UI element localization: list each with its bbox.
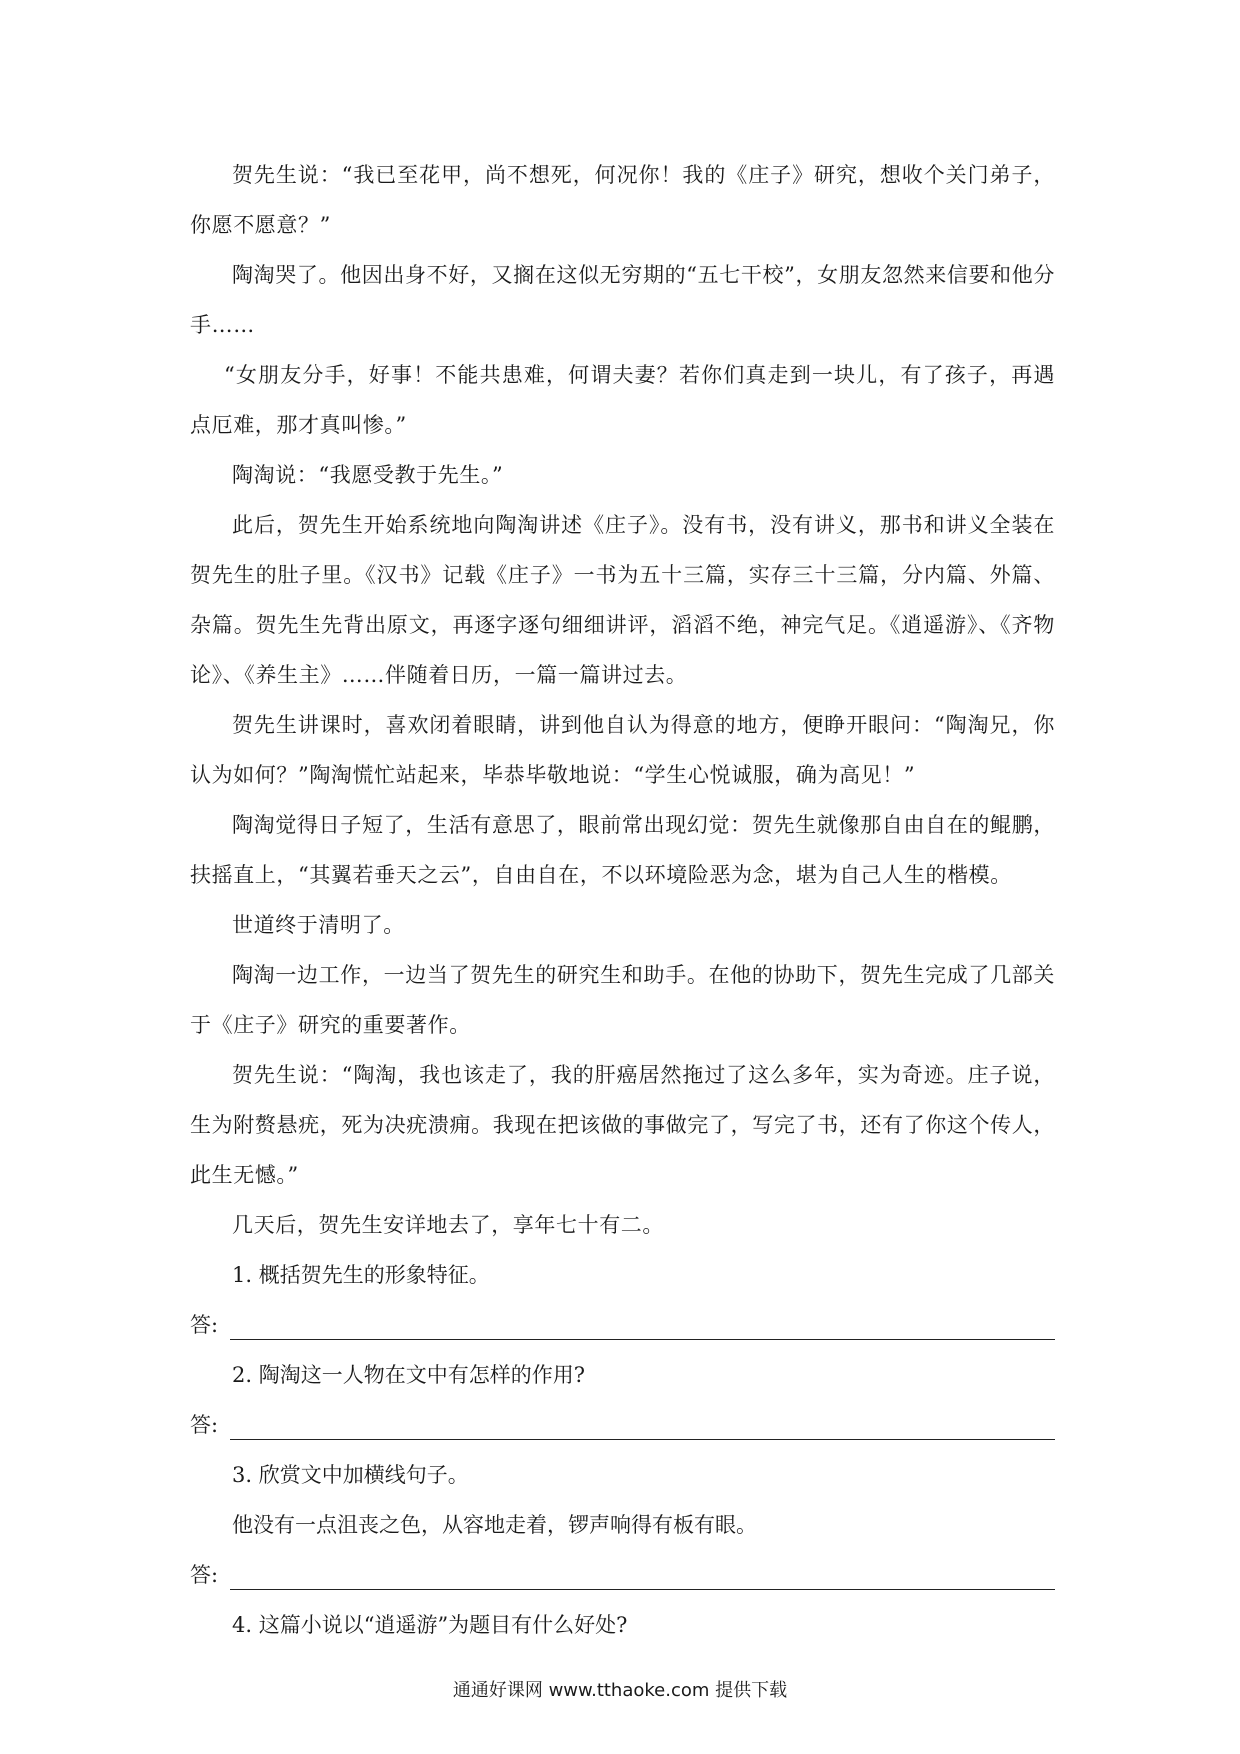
answer-line-1	[230, 1305, 1055, 1340]
question-1: 1. 概括贺先生的形象特征。	[232, 1263, 490, 1287]
paragraph: 此后，贺先生开始系统地向陶淘讲述《庄子》。没有书，没有讲义，那书和讲义全装在贺先生的肚子里。《汉书》记载《庄子》一书为五十三篇，实存三十三篇，分内篇、外篇、杂篇。贺先生先背出原文，再逐字逐句细细讲评，滔滔不绝，神完气足。《逍遥游》、《齐物论》、《养生主》……伴随着日历，一篇一篇讲过去。	[190, 513, 1055, 687]
question-3-sentence: 他没有一点沮丧之色，从容地走着，锣声响得有板有眼。	[232, 1513, 757, 1537]
paragraph: 贺先生讲课时，喜欢闭着眼睛，讲到他自认为得意的地方，便睁开眼问：“陶淘兄，你认为如何？”陶淘慌忙站起来，毕恭毕敬地说：“学生心悦诚服，确为高见！”	[190, 713, 1055, 787]
paragraph: 陶淘觉得日子短了，生活有意思了，眼前常出现幻觉：贺先生就像那自由自在的鲲鹏，扶摇直上，“其翼若垂天之云”，自由自在，不以环境险恶为念，堪为自己人生的楷模。	[190, 813, 1055, 887]
article-body	[190, 150, 1055, 1650]
answer-label: 答:	[190, 1413, 219, 1437]
paragraph: 陶淘哭了。他因出身不好，又搁在这似无穷期的“五七干校”，女朋友忽然来信要和他分手……	[190, 263, 1055, 337]
question-2: 2. 陶淘这一人物在文中有怎样的作用?	[232, 1363, 585, 1387]
answer-row-3	[190, 1550, 1055, 1600]
paragraph: 世道终于清明了。	[232, 913, 405, 937]
answer-row-2	[190, 1400, 1055, 1450]
paragraph: 贺先生说：“陶淘，我也该走了，我的肝癌居然拖过了这么多年，实为奇迹。庄子说，生为附赘悬疣，死为决疣溃痈。我现在把该做的事做完了，写完了书，还有了你这个传人，此生无憾。”	[190, 1063, 1055, 1187]
paragraph: “女朋友分手，好事！不能共患难，何谓夫妻？若你们真走到一块儿，有了孩子，再遇点厄难，那才真叫惨。”	[190, 363, 1055, 437]
paragraph: 贺先生说：“我已至花甲，尚不想死，何况你！我的《庄子》研究，想收个关门弟子，你愿不愿意？”	[190, 163, 1055, 237]
page-footer: 通通好课网 www.tthaoke.com 提供下载	[452, 1680, 788, 1701]
question-4: 4. 这篇小说以“逍遥游”为题目有什么好处?	[232, 1613, 628, 1637]
answer-line-3	[230, 1555, 1055, 1590]
paragraph: 几天后，贺先生安详地去了，享年七十有二。	[232, 1213, 664, 1237]
paragraph: 陶淘说：“我愿受教于先生。”	[232, 463, 504, 487]
answer-label: 答:	[190, 1313, 219, 1337]
paragraph: 陶淘一边工作，一边当了贺先生的研究生和助手。在他的协助下，贺先生完成了几部关于《庄子》研究的重要著作。	[190, 963, 1055, 1037]
question-3: 3. 欣赏文中加横线句子。	[232, 1463, 469, 1487]
answer-label: 答:	[190, 1563, 219, 1587]
answer-row-1	[190, 1300, 1055, 1350]
answer-line-2	[230, 1405, 1055, 1440]
